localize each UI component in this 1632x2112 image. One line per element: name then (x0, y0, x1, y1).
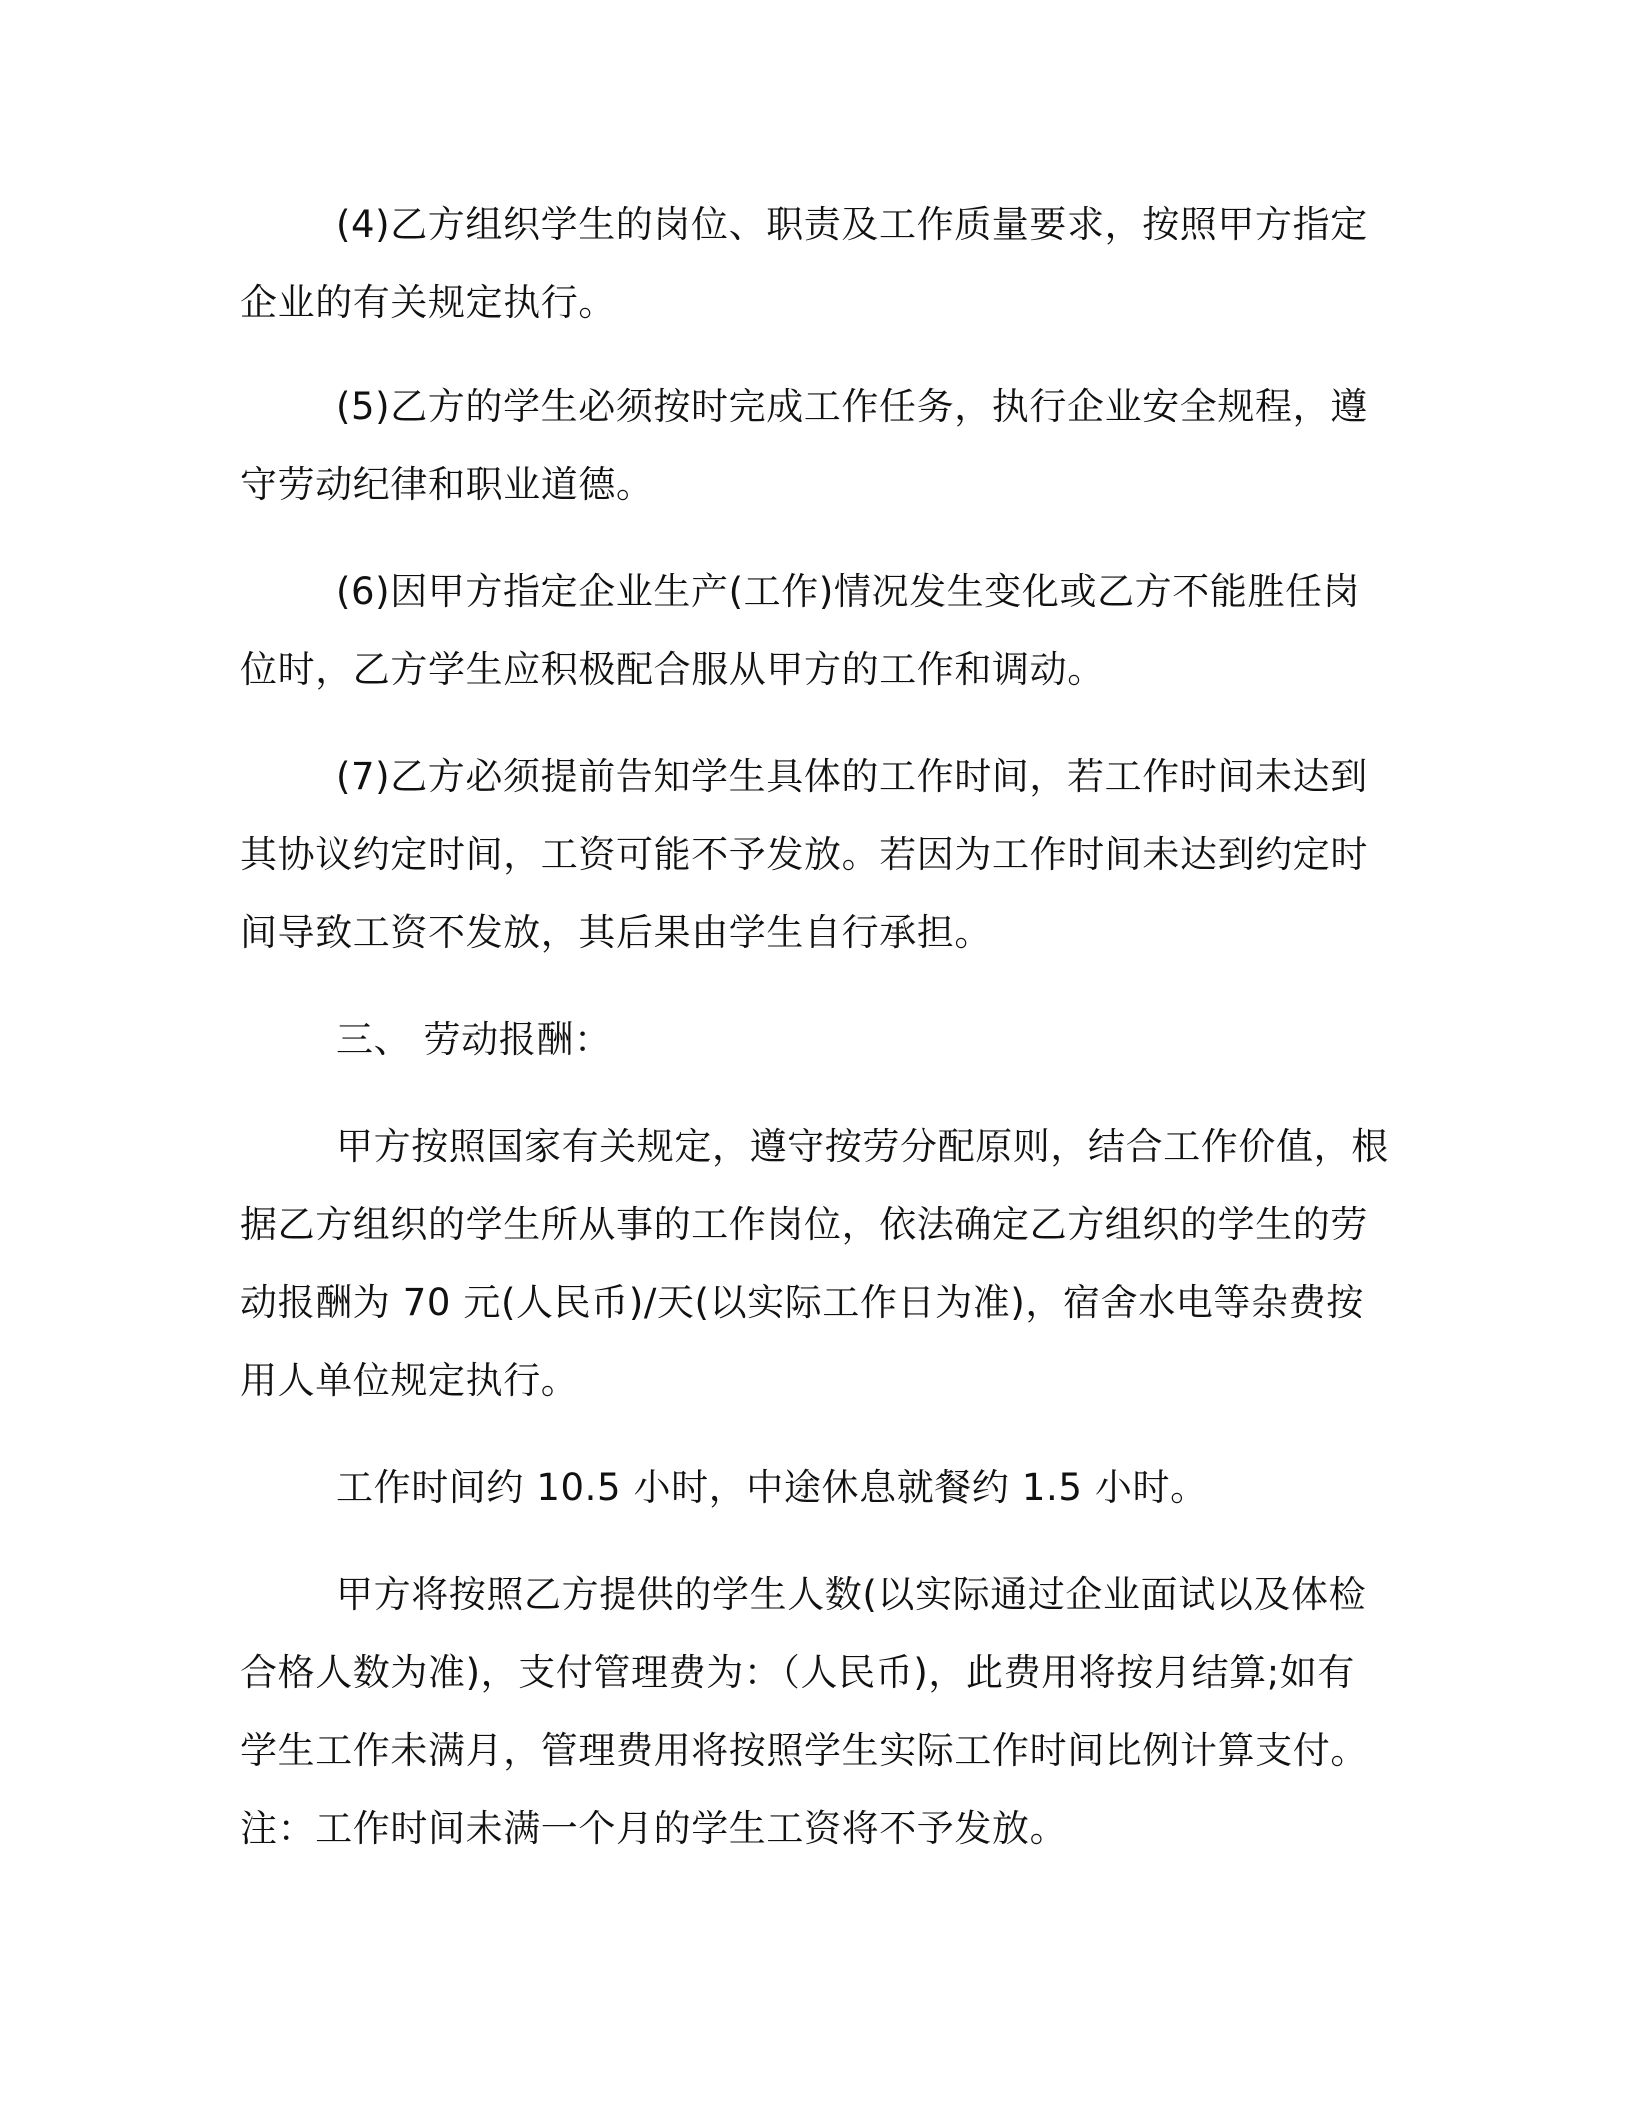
paragraph-item-6: (6)因甲方指定企业生产(工作)情况发生变化或乙方不能胜任岗位时，乙方学生应积极配合服从甲方的工作和调动。 (240, 570, 1361, 691)
paragraph-item-7: (7)乙方必须提前告知学生具体的工作时间，若工作时间未达到其协议约定时间，工资可能不予发放。若因为工作时间未达到约定时间导致工资不发放，其后果由学生自行承担。 (240, 755, 1368, 954)
paragraph-management-fee: 甲方将按照乙方提供的学生人数(以实际通过企业面试以及体检合格人数为准)，支付管理费为：（人民币)，此费用将按月结算;如有学生工作未满月，管理费用将按照学生实际工作时间比例计算支付。注：工作时间未满一个月的学生工资将不予发放。 (240, 1573, 1368, 1850)
paragraph-item-5: (5)乙方的学生必须按时完成工作任务，执行企业安全规程，遵守劳动纪律和职业道德。 (240, 385, 1368, 506)
paragraph-working-hours: 工作时间约 10.5 小时，中途休息就餐约 1.5 小时。 (336, 1466, 1208, 1509)
paragraph-item-4: (4)乙方组织学生的岗位、职责及工作质量要求，按照甲方指定企业的有关规定执行。 (240, 203, 1368, 324)
paragraph-compensation: 甲方按照国家有关规定，遵守按劳分配原则，结合工作价值，根据乙方组织的学生所从事的工作岗位，依法确定乙方组织的学生的劳动报酬为 70 元(人民币)/天(以实际工作日为准)，宿舍水电等杂费按用人单位规定执行。 (240, 1125, 1389, 1402)
section-heading-labor-compensation: 三、 劳动报酬： (336, 1018, 612, 1061)
document-body (240, 186, 1390, 1868)
